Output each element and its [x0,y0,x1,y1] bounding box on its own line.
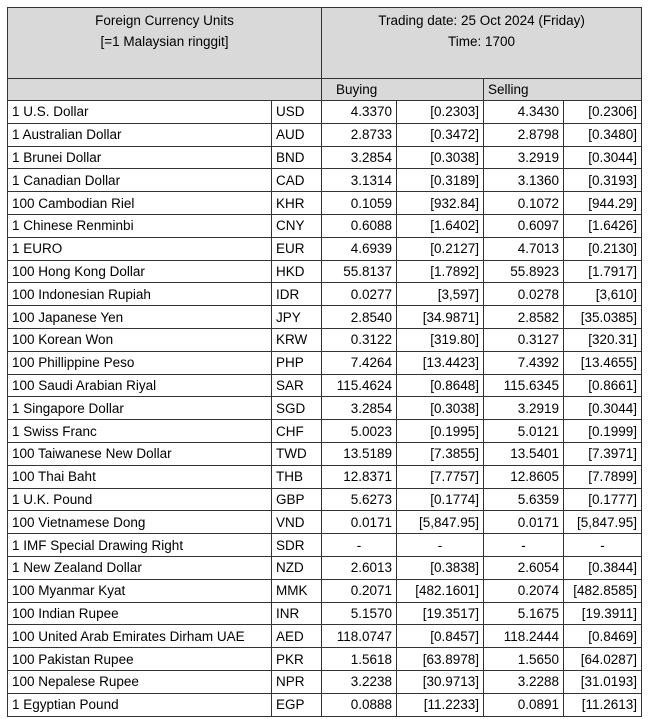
trading-date-label: Trading date: 25 Oct 2024 (Friday) [378,13,585,28]
buying-inverse-rate: [0.3189] [397,169,484,192]
currency-code: CHF [272,420,322,443]
selling-rate: 2.6054 [484,556,564,579]
selling-rate: 5.0121 [484,420,564,443]
selling-rate: 4.3430 [484,101,564,124]
exchange-rate-table [7,7,642,717]
selling-rate: 3.1360 [484,169,564,192]
selling-inverse-rate: [0.3480] [564,123,642,146]
selling-inverse-rate: [7.7899] [564,465,642,488]
selling-rate: 5.1675 [484,602,564,625]
currency-name: 1 EURO [8,237,272,260]
selling-inverse-rate: [0.3044] [564,397,642,420]
table-row [8,397,642,420]
buying-inverse-rate: [11.2233] [397,693,484,716]
selling-rate: 3.2919 [484,397,564,420]
table-row [8,442,642,465]
buying-inverse-rate: [13.4423] [397,351,484,374]
currency-name: 1 U.S. Dollar [8,101,272,124]
selling-inverse-rate: [320.31] [564,328,642,351]
buying-rate: 1.5618 [322,648,397,671]
buying-rate: 3.2854 [322,397,397,420]
table-row [8,534,642,557]
currency-name: 100 Korean Won [8,328,272,351]
buying-rate: 0.0888 [322,693,397,716]
buying-inverse-rate: [0.3838] [397,556,484,579]
selling-inverse-rate: [11.2613] [564,693,642,716]
currency-name: 1 Swiss Franc [8,420,272,443]
currency-name: 100 Japanese Yen [8,306,272,329]
selling-rate: 7.4392 [484,351,564,374]
buying-rate: 5.0023 [322,420,397,443]
selling-rate: 0.1072 [484,192,564,215]
selling-inverse-rate: [944.29] [564,192,642,215]
table-row [8,237,642,260]
table-row [8,693,642,716]
table-row [8,169,642,192]
table-row [8,670,642,693]
buying-inverse-rate: [30.9713] [397,670,484,693]
table-row [8,374,642,397]
buying-inverse-rate: [63.8978] [397,648,484,671]
currency-name: 100 Vietnamese Dong [8,511,272,534]
currency-name: 1 Brunei Dollar [8,146,272,169]
selling-inverse-rate: [0.3844] [564,556,642,579]
currency-code: IDR [272,283,322,306]
selling-inverse-rate: [0.1777] [564,488,642,511]
currency-code: JPY [272,306,322,329]
currency-name: 1 New Zealand Dollar [8,556,272,579]
selling-rate: 0.0891 [484,693,564,716]
selling-inverse-rate: [0.1999] [564,420,642,443]
currency-name: 100 Cambodian Riel [8,192,272,215]
currency-code: KHR [272,192,322,215]
currency-name: 100 Hong Kong Dollar [8,260,272,283]
selling-inverse-rate: [1.7917] [564,260,642,283]
currency-name: 100 Myanmar Kyat [8,579,272,602]
selling-inverse-rate: [482.8585] [564,579,642,602]
selling-inverse-rate: [1.6426] [564,214,642,237]
currency-code: PHP [272,351,322,374]
currency-name: 1 Singapore Dollar [8,397,272,420]
buying-rate: 5.1570 [322,602,397,625]
selling-inverse-rate: [0.8469] [564,625,642,648]
buying-rate: 13.5189 [322,442,397,465]
currency-name: 1 U.K. Pound [8,488,272,511]
selling-inverse-rate: [19.3911] [564,602,642,625]
selling-inverse-rate: [0.2130] [564,237,642,260]
buying-rate: 0.1059 [322,192,397,215]
currency-name: 1 Chinese Renminbi [8,214,272,237]
currency-code: CAD [272,169,322,192]
selling-rate: 0.0278 [484,283,564,306]
buying-inverse-rate: - [397,534,484,557]
currency-code: HKD [272,260,322,283]
buying-rate: 0.0171 [322,511,397,534]
selling-inverse-rate: [0.3044] [564,146,642,169]
currency-code: EUR [272,237,322,260]
buying-rate: 2.6013 [322,556,397,579]
buying-rate: 0.0277 [322,283,397,306]
currency-code: INR [272,602,322,625]
buying-inverse-rate: [0.1995] [397,420,484,443]
buying-rate: 0.6088 [322,214,397,237]
buying-rate: 3.2854 [322,146,397,169]
buying-inverse-rate: [0.3472] [397,123,484,146]
selling-inverse-rate: [35.0385] [564,306,642,329]
trading-time-label: Time: 1700 [448,34,516,49]
currency-name: 1 Australian Dollar [8,123,272,146]
currency-code: NZD [272,556,322,579]
selling-rate: 0.6097 [484,214,564,237]
currency-name: 1 Canadian Dollar [8,169,272,192]
buying-rate: 7.4264 [322,351,397,374]
currency-code: VND [272,511,322,534]
buying-inverse-rate: [1.6402] [397,214,484,237]
buying-rate: 2.8733 [322,123,397,146]
buying-inverse-rate: [0.8457] [397,625,484,648]
table-row [8,625,642,648]
units-header-subtitle: [=1 Malaysian ringgit] [100,34,229,49]
table-row [8,602,642,625]
buying-inverse-rate: [1.7892] [397,260,484,283]
buying-rate: 55.8137 [322,260,397,283]
table-row [8,556,642,579]
buying-inverse-rate: [0.3038] [397,146,484,169]
trading-date-header-cell [322,8,642,61]
selling-rate: 2.8582 [484,306,564,329]
selling-rate: 5.6359 [484,488,564,511]
buying-inverse-rate: [34.9871] [397,306,484,329]
currency-name: 100 Phillippine Peso [8,351,272,374]
selling-rate: 115.6345 [484,374,564,397]
selling-rate: 3.2288 [484,670,564,693]
buying-inverse-rate: [0.1774] [397,488,484,511]
buying-header: Buying [322,79,484,101]
currency-name: 100 Taiwanese New Dollar [8,442,272,465]
table-row [8,101,642,124]
currency-name: 1 Egyptian Pound [8,693,272,716]
currency-code: CNY [272,214,322,237]
buy-sell-header-row [8,79,642,101]
buying-inverse-rate: [19.3517] [397,602,484,625]
selling-inverse-rate: [0.8661] [564,374,642,397]
table-row [8,260,642,283]
buying-rate: 115.4624 [322,374,397,397]
table-row [8,420,642,443]
table-row [8,511,642,534]
buying-inverse-rate: [5,847.95] [397,511,484,534]
table-row [8,465,642,488]
buying-inverse-rate: [932.84] [397,192,484,215]
selling-rate: 55.8923 [484,260,564,283]
currency-code: NPR [272,670,322,693]
selling-inverse-rate: [31.0193] [564,670,642,693]
table-row [8,306,642,329]
currency-code: THB [272,465,322,488]
selling-inverse-rate: [13.4655] [564,351,642,374]
table-row [8,488,642,511]
buying-rate: 5.6273 [322,488,397,511]
table-row [8,192,642,215]
table-row [8,214,642,237]
table-row [8,146,642,169]
buying-inverse-rate: [7.7757] [397,465,484,488]
buying-inverse-rate: [0.2303] [397,101,484,124]
selling-rate: 0.3127 [484,328,564,351]
buying-inverse-rate: [319.80] [397,328,484,351]
selling-rate: 13.5401 [484,442,564,465]
selling-rate: 1.5650 [484,648,564,671]
buying-inverse-rate: [0.3038] [397,397,484,420]
selling-rate: 0.0171 [484,511,564,534]
table-row [8,123,642,146]
currency-name: 100 Indonesian Rupiah [8,283,272,306]
selling-rate: 3.2919 [484,146,564,169]
buying-rate: 4.3370 [322,101,397,124]
table-row [8,328,642,351]
currency-code: PKR [272,648,322,671]
currency-name: 100 Indian Rupee [8,602,272,625]
buying-rate: 0.3122 [322,328,397,351]
table-row [8,283,642,306]
buying-rate: 0.2071 [322,579,397,602]
currency-code: AUD [272,123,322,146]
currency-code: SGD [272,397,322,420]
currency-code: AED [272,625,322,648]
buying-rate: 3.1314 [322,169,397,192]
selling-header: Selling [484,79,642,101]
currency-name: 100 Nepalese Rupee [8,670,272,693]
currency-name: 100 Saudi Arabian Riyal [8,374,272,397]
units-header-title: Foreign Currency Units [95,13,234,28]
selling-inverse-rate: [7.3971] [564,442,642,465]
currency-name: 1 IMF Special Drawing Right [8,534,272,557]
currency-code: SAR [272,374,322,397]
selling-rate: 4.7013 [484,237,564,260]
currency-code: TWD [272,442,322,465]
currency-name: 100 Thai Baht [8,465,272,488]
units-header-cell [8,8,322,79]
table-row [8,351,642,374]
currency-code: BND [272,146,322,169]
currency-code: KRW [272,328,322,351]
buying-inverse-rate: [0.8648] [397,374,484,397]
selling-rate: 0.2074 [484,579,564,602]
selling-inverse-rate: - [564,534,642,557]
selling-rate: 12.8605 [484,465,564,488]
header-row [8,8,642,61]
currency-code: EGP [272,693,322,716]
buying-rate: 4.6939 [322,237,397,260]
buying-rate: - [322,534,397,557]
buying-inverse-rate: [0.2127] [397,237,484,260]
currency-code: USD [272,101,322,124]
buying-inverse-rate: [482.1601] [397,579,484,602]
selling-rate: - [484,534,564,557]
buying-rate: 3.2238 [322,670,397,693]
selling-inverse-rate: [0.3193] [564,169,642,192]
selling-rate: 2.8798 [484,123,564,146]
currency-code: SDR [272,534,322,557]
table-row [8,579,642,602]
table-row [8,648,642,671]
buying-inverse-rate: [3,597] [397,283,484,306]
buying-rate: 2.8540 [322,306,397,329]
selling-inverse-rate: [64.0287] [564,648,642,671]
currency-code: GBP [272,488,322,511]
currency-code: MMK [272,579,322,602]
buying-inverse-rate: [7.3855] [397,442,484,465]
buying-rate: 118.0747 [322,625,397,648]
selling-inverse-rate: [3,610] [564,283,642,306]
currency-name: 100 United Arab Emirates Dirham UAE [8,625,272,648]
selling-rate: 118.2444 [484,625,564,648]
buying-rate: 12.8371 [322,465,397,488]
selling-inverse-rate: [5,847.95] [564,511,642,534]
currency-name: 100 Pakistan Rupee [8,648,272,671]
selling-inverse-rate: [0.2306] [564,101,642,124]
